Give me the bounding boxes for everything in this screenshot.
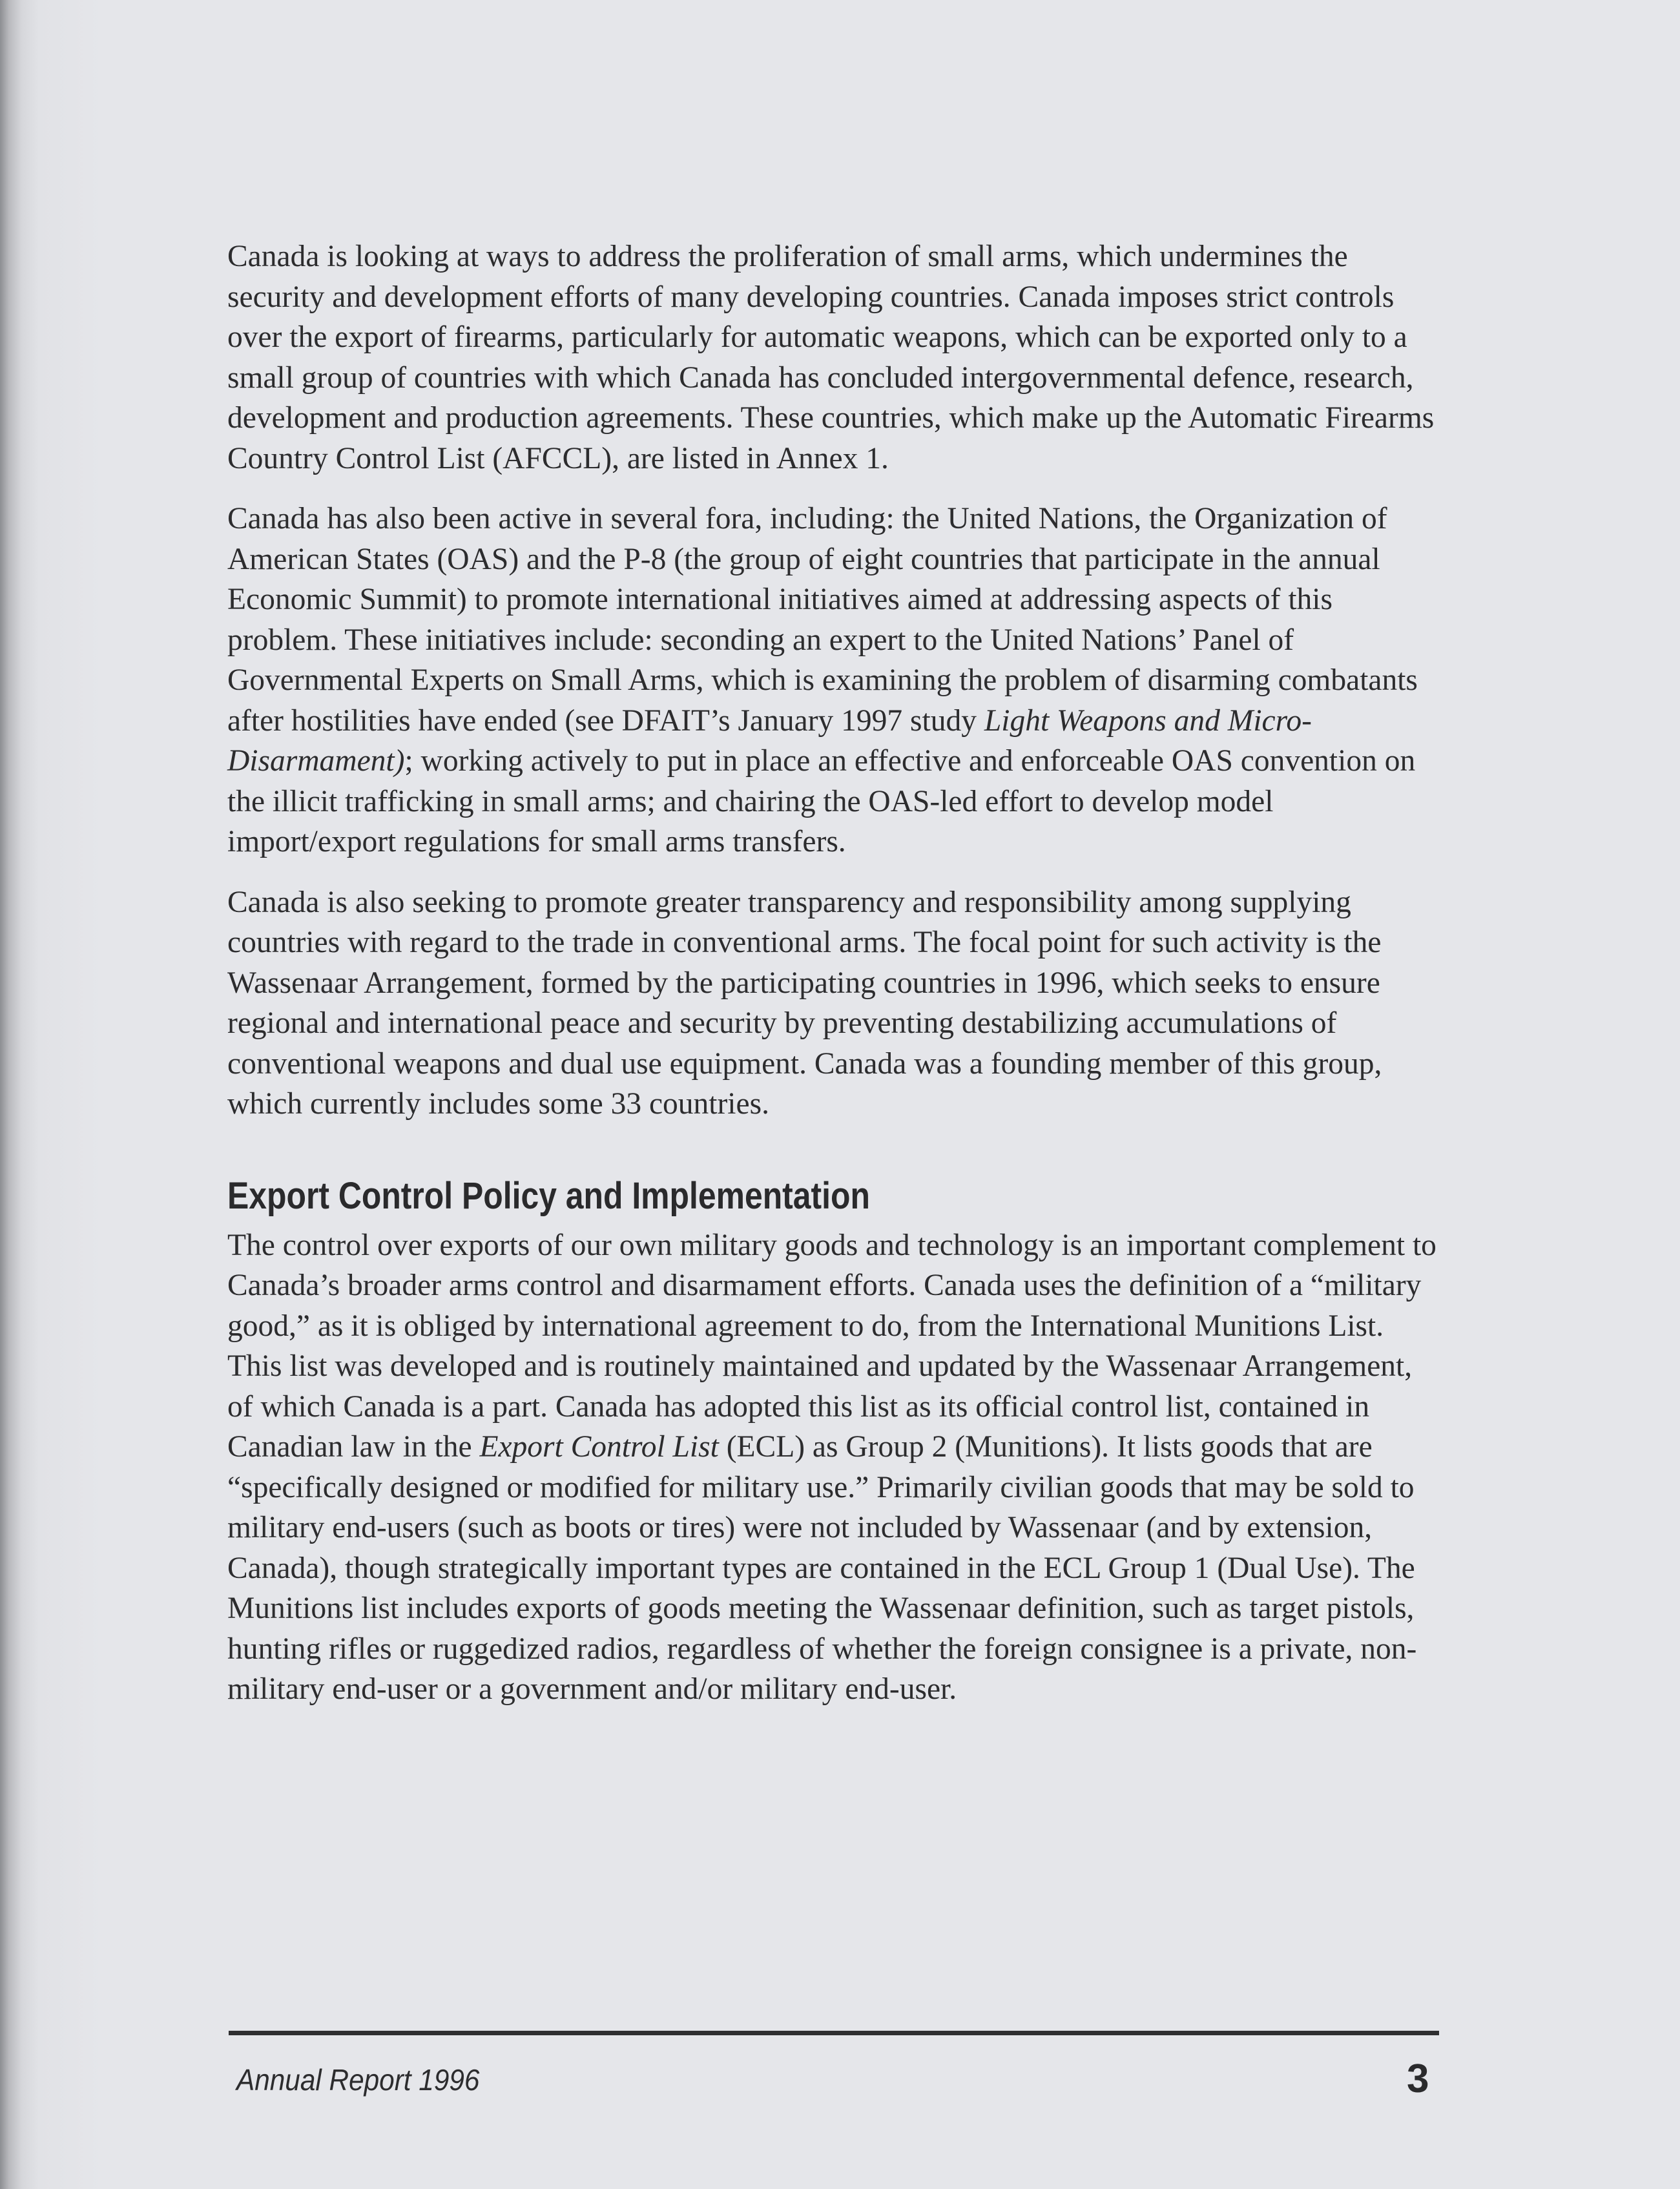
paragraph: Canada is looking at ways to address the proliferation of small arms, which undermines the security and development efforts of many developing countries. Canada imposes strict controls over the export of firearms, particularly for automatic weapons, which can be exported only to a small group of countries with which Canada has concluded intergovernmental defence, research, development and production agreements. These countries, which make up the Automatic Firearms Country Control List (AFCCL), are listed in Annex 1.	[227, 240, 1435, 475]
italic-title: Export Control List	[479, 1430, 719, 1464]
footer-report-title: Annual Report 1996	[236, 2063, 480, 2097]
page-number: 3	[1407, 2057, 1429, 2101]
section-heading: Export Control Policy and Implementation	[227, 1174, 870, 1217]
paragraph: Canada has also been active in several fora, including: the United Nations, the Organization of American States (OAS) and the P-8 (the group of eight countries that participate in the annual Economic Summit) to promote international initiatives aimed at addressing aspects of this problem. These initiatives include: seconding an expert to the United Nations’ Panel of Governmental Experts on Small Arms, which is examining the problem of disarming combatants after hostilities have ended (see DFAIT’s January 1997 study Light Weapons and Micro-Disarmament); working actively to put in place an effective and enforceable OAS convention on the illicit trafficking in small arms; and chairing the OAS-led effort to develop model import/export regulations for small arms transfers.	[227, 502, 1418, 858]
paragraph: Canada is also seeking to promote greater transparency and responsibility among supplying countries with regard to the trade in conventional arms. The focal point for such activity is the Wassenaar Arrangement, formed by the participating countries in 1996, which seeks to ensure regional and international peace and security by preventing destabilizing accumulations of conventional weapons and dual use equipment. Canada was a founding member of this group, which currently includes some 33 countries.	[227, 885, 1382, 1121]
footer-rule	[229, 2031, 1439, 2035]
italic-title: Light Weapons and Micro-Disarmament)	[227, 703, 1312, 778]
paragraph: The control over exports of our own military goods and technology is an important complement to Canada’s broader arms control and disarmament efforts. Canada uses the definition of a “military good,” as it is obliged by international agreement to do, from the International Munitions List. This list was developed and is routinely maintained and updated by the Wassenaar Arrangement, of which Canada is a part. Canada has adopted this list as its official control list, contained in Canadian law in the Export Control List (ECL) as Group 2 (Munitions). It lists goods that are “specifically designed or modified for military use.” Primarily civilian goods that may be sold to military end-users (such as boots or tires) were not included by Wassenaar (and by extension, Canada), though strategically important types are contained in the ECL Group 1 (Dual Use). The Munitions list includes exports of goods meeting the Wassenaar definition, such as target pistols, hunting rifles or ruggedized radios, regardless of whether the foreign consignee is a private, non-military end-user or a government and/or military end-user.	[227, 1228, 1436, 1706]
body-text	[227, 236, 1442, 1730]
